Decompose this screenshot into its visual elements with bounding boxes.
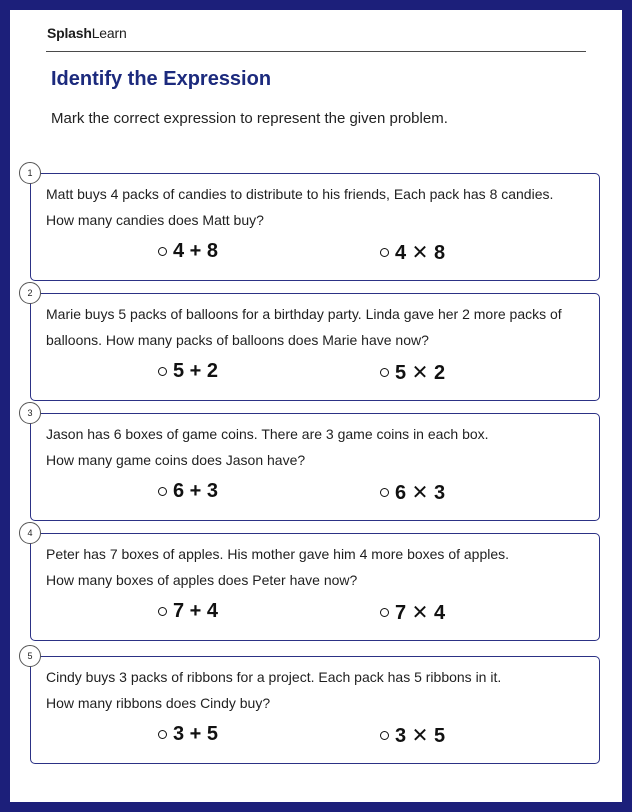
question-number-badge: 4 bbox=[19, 522, 41, 544]
worksheet-page bbox=[10, 10, 622, 802]
question-number-badge: 2 bbox=[19, 282, 41, 304]
option-expression: 5 ✕ 2 bbox=[395, 362, 446, 384]
question-text bbox=[46, 541, 591, 593]
question-text bbox=[46, 421, 591, 473]
question-text bbox=[46, 181, 591, 233]
question-text-line: How many game coins does Jason have? bbox=[46, 452, 306, 468]
answer-option-addition[interactable] bbox=[158, 723, 218, 746]
option-expression: 6 ✕ 3 bbox=[395, 482, 446, 504]
option-expression: 7 ✕ 4 bbox=[395, 602, 446, 624]
radio-circle-icon[interactable] bbox=[158, 367, 167, 376]
question-text-line: Marie buys 5 packs of balloons for a birthday party. Linda gave her 2 more packs of bbox=[46, 306, 562, 322]
question-card-4 bbox=[27, 528, 600, 641]
answer-option-addition[interactable] bbox=[158, 480, 218, 503]
page-title: Identify the Expression bbox=[51, 68, 272, 90]
question-text-line: balloons. How many packs of balloons does Marie have now? bbox=[46, 332, 429, 348]
question-text bbox=[46, 664, 591, 716]
radio-circle-icon[interactable] bbox=[380, 731, 389, 740]
option-expression: 6 + 3 bbox=[173, 480, 219, 502]
radio-circle-icon[interactable] bbox=[158, 487, 167, 496]
splashlearn-logo bbox=[47, 25, 127, 41]
question-number-badge: 3 bbox=[19, 402, 41, 424]
question-text-line: Cindy buys 3 packs of ribbons for a project. Each pack has 5 ribbons in it. bbox=[46, 669, 502, 685]
answer-option-addition[interactable] bbox=[158, 600, 218, 623]
question-number-badge: 5 bbox=[19, 645, 41, 667]
question-card-1 bbox=[27, 168, 600, 281]
option-expression: 7 + 4 bbox=[173, 600, 219, 622]
answer-option-multiplication[interactable] bbox=[380, 723, 445, 748]
answer-option-multiplication[interactable] bbox=[380, 480, 445, 505]
question-number-badge: 1 bbox=[19, 162, 41, 184]
instructions: Mark the correct expression to represent the given problem. bbox=[51, 110, 448, 127]
radio-circle-icon[interactable] bbox=[380, 488, 389, 497]
option-expression: 3 ✕ 5 bbox=[395, 725, 446, 747]
question-text bbox=[46, 301, 591, 353]
question-text-line: Matt buys 4 packs of candies to distribute to his friends, Each pack has 8 candies. bbox=[46, 186, 554, 202]
answer-option-multiplication[interactable] bbox=[380, 600, 445, 625]
option-expression: 3 + 5 bbox=[173, 723, 219, 745]
answer-option-multiplication[interactable] bbox=[380, 240, 445, 265]
option-expression: 4 ✕ 8 bbox=[395, 242, 446, 264]
radio-circle-icon[interactable] bbox=[380, 248, 389, 257]
question-card-3 bbox=[27, 408, 600, 521]
answer-option-addition[interactable] bbox=[158, 240, 218, 263]
question-text-line: How many boxes of apples does Peter have now? bbox=[46, 572, 358, 588]
question-text-line: Jason has 6 boxes of game coins. There are 3 game coins in each box. bbox=[46, 426, 489, 442]
answer-option-multiplication[interactable] bbox=[380, 360, 445, 385]
radio-circle-icon[interactable] bbox=[158, 247, 167, 256]
logo-learn: Learn bbox=[91, 25, 127, 41]
question-text-line: How many ribbons does Cindy buy? bbox=[46, 695, 271, 711]
radio-circle-icon[interactable] bbox=[158, 730, 167, 739]
header-divider bbox=[46, 51, 586, 52]
answer-option-addition[interactable] bbox=[158, 360, 218, 383]
option-expression: 4 + 8 bbox=[173, 240, 219, 262]
question-text-line: Peter has 7 boxes of apples. His mother gave him 4 more boxes of apples. bbox=[46, 546, 510, 562]
option-expression: 5 + 2 bbox=[173, 360, 219, 382]
question-card-5 bbox=[27, 651, 600, 764]
radio-circle-icon[interactable] bbox=[158, 607, 167, 616]
radio-circle-icon[interactable] bbox=[380, 368, 389, 377]
question-text-line: How many candies does Matt buy? bbox=[46, 212, 264, 228]
logo-splash: Splash bbox=[47, 25, 92, 41]
question-card-2 bbox=[27, 288, 600, 401]
radio-circle-icon[interactable] bbox=[380, 608, 389, 617]
